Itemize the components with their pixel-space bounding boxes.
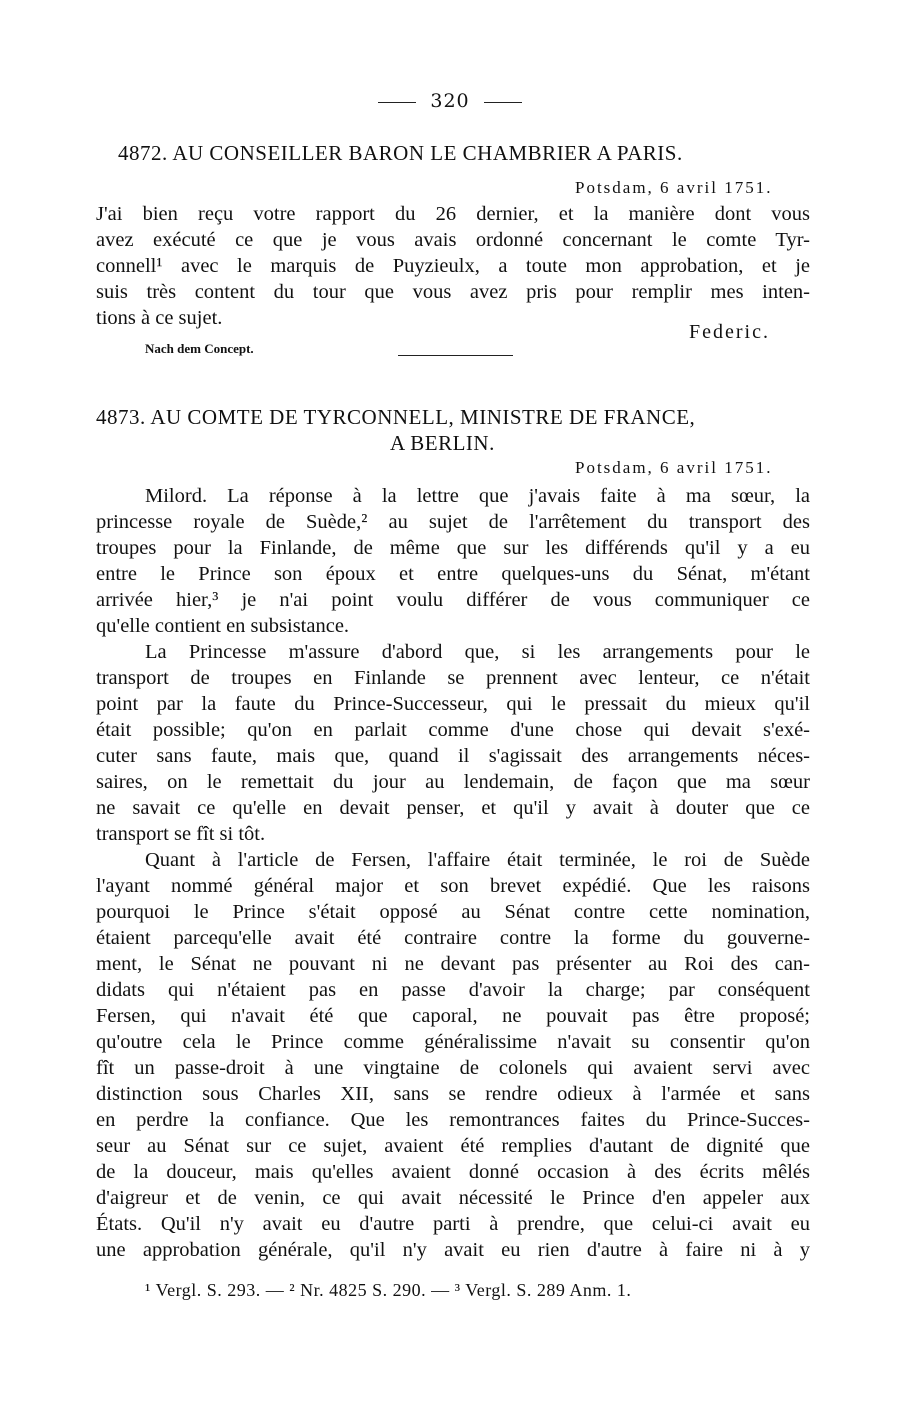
letter-4873-line: point par la faute du Prince-Successeur, qui le pressait du mieux qu'il <box>96 693 810 715</box>
letter-4873-line: qu'outre cela le Prince comme généralissime n'avait su consentir qu'on <box>96 1031 810 1053</box>
page-number-dash-right <box>484 102 522 103</box>
letter-4873-line: troupes pour la Finlande, de même que sur les différends qu'il y a eu <box>96 537 810 559</box>
letter-4873-line: étaient parcequ'elle avait été contraire contre la forme du gouverne- <box>96 927 810 949</box>
letter-4872-heading: 4872. AU CONSEILLER BARON LE CHAMBRIER A PARIS. <box>118 141 683 165</box>
letter-4873-line: d'aigreur et de venin, ce qui avait nécessité le Prince d'en appeler aux <box>96 1187 810 1209</box>
letter-4873-line: en perdre la confiance. Que les remontrances faites du Prince-Succes- <box>96 1109 810 1131</box>
letter-4873-line: transport de troupes en Finlande se prennent avec lenteur, ce n'était <box>96 667 810 689</box>
letter-4873-line: Quant à l'article de Fersen, l'affaire était terminée, le roi de Suède <box>145 849 810 871</box>
letter-4873-date: Potsdam, 6 avril 1751. <box>575 458 773 477</box>
letter-4873-heading: 4873. AU COMTE DE TYRCONNELL, MINISTRE DE FRANCE, <box>96 405 696 429</box>
letter-4873-heading-line2: A BERLIN. <box>390 431 495 455</box>
letter-4873-line: l'ayant nommé général major et son brevet expédié. Que les raisons <box>96 875 810 897</box>
letter-4873-line: seur au Sénat sur ce sujet, avaient été remplies d'autant de dignité que <box>96 1135 810 1157</box>
letter-4872-line: connell¹ avec le marquis de Puyzieulx, a toute mon approbation, et je <box>96 255 810 277</box>
letter-4873-line: arrivée hier,³ je n'ai point voulu différer de vous communiquer ce <box>96 589 810 611</box>
letter-4873-line: États. Qu'il n'y avait eu d'autre parti à prendre, que celui-ci avait eu <box>96 1213 810 1235</box>
section-divider <box>398 355 513 356</box>
letter-4873-line: était possible; qu'on en parlait comme d'une chose qui devait s'exé- <box>96 719 810 741</box>
letter-4873-line: pourquoi le Prince s'était opposé au Sénat contre cette nomination, <box>96 901 810 923</box>
page-number-row <box>0 90 900 112</box>
letter-4872-line: tions à ce sujet. <box>96 307 223 329</box>
page-number: 320 <box>430 90 470 112</box>
letter-4873-line: La Princesse m'assure d'abord que, si les arrangements pour le <box>145 641 810 663</box>
page-number-dash-left <box>378 102 416 103</box>
footnotes: ¹ Vergl. S. 293. — ² Nr. 4825 S. 290. — ³ Vergl. S. 289 Anm. 1. <box>145 1280 632 1300</box>
letter-4873-line: princesse royale de Suède,² au sujet de l'arrêtement du transport des <box>96 511 810 533</box>
letter-4872-line: suis très content du tour que vous avez pris pour remplir mes inten- <box>96 281 810 303</box>
letter-4872-line: J'ai bien reçu votre rapport du 26 dernier, et la manière dont vous <box>96 203 810 225</box>
letter-4873-line: didats qui n'étaient pas en passe d'avoir la charge; par conséquent <box>96 979 810 1001</box>
letter-4872-date: Potsdam, 6 avril 1751. <box>575 178 773 197</box>
letter-4873-line: ne savait ce qu'elle en devait penser, et qu'il y avait à douter que ce <box>96 797 810 819</box>
letter-4872-line: avez exécuté ce que je vous avais ordonné concernant le comte Tyr- <box>96 229 810 251</box>
letter-4873-line: transport se fît si tôt. <box>96 823 266 845</box>
letter-4873-line: entre le Prince son époux et entre quelques-uns du Sénat, m'étant <box>96 563 810 585</box>
letter-4873-line: de la douceur, mais qu'elles avaient donné occasion à des écrits mêlés <box>96 1161 810 1183</box>
letter-4873-line: Milord. La réponse à la lettre que j'avais faite à ma sœur, la <box>145 485 810 507</box>
letter-4873-line: ment, le Sénat ne pouvant ni ne devant pas présenter au Roi des can- <box>96 953 810 975</box>
letter-4872-signature: Federic. <box>689 321 770 343</box>
letter-4873-line: qu'elle contient en subsistance. <box>96 615 350 637</box>
letter-4873-line: une approbation générale, qu'il n'y avait eu rien d'autre à faire ni à y <box>96 1239 810 1261</box>
letter-4873-line: distinction sous Charles XII, sans se rendre odieux à l'armée et sans <box>96 1083 810 1105</box>
letter-4873-line: Fersen, qui n'avait été que caporal, ne pouvait pas être proposé; <box>96 1005 810 1027</box>
letter-4873-line: cuter sans faute, mais que, quand il s'agissait des arrangements néces- <box>96 745 810 767</box>
letter-4872-source-note: Nach dem Concept. <box>145 341 254 356</box>
letter-4873-line: saires, on le remettait du jour au lendemain, de façon que ma sœur <box>96 771 810 793</box>
letter-4873-line: fît un passe-droit à une vingtaine de colonels qui avaient servi avec <box>96 1057 810 1079</box>
